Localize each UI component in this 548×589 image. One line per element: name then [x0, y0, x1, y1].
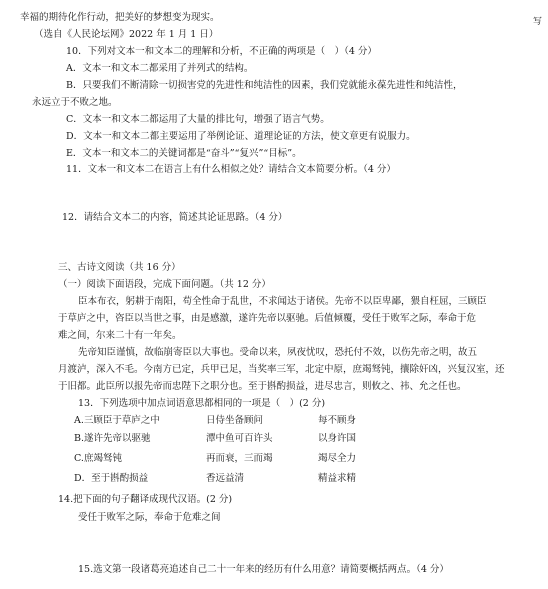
- q10-option-e: E．文本一和文本二的关键词都是“奋斗”“复兴”“目标”。: [66, 148, 302, 159]
- q13-option-d-3: 精益求精: [318, 473, 357, 484]
- q13-option-a-1: A.三顾臣于草庐之中: [74, 415, 160, 426]
- passage-line: 月渡泸，深入不毛。今南方已定，兵甲已足，当奖率三军，北定中原，庶竭驽钝，攘除奸凶，兴复汉室，还: [58, 364, 505, 375]
- passage-line: 于草庐之中，咨臣以当世之事，由是感激，遂许先帝以驱驰。后值倾覆，受任于败军之际，奉命于危: [58, 313, 477, 324]
- q10-option-b-cont: 永远立于不败之地。: [32, 97, 118, 108]
- corner-mark: 写: [532, 17, 542, 27]
- subsection-title: （一）阅读下面语段，完成下面问题。（共 12 分）: [58, 279, 271, 290]
- passage-line: 于旧都。此臣所以报先帝而忠陛下之职分也。至于斟酌损益，进尽忠言，则攸之、祎、允之任也。: [58, 381, 467, 392]
- q13-option-a-3: 每不顾身: [318, 415, 357, 426]
- q10-option-a: A．文本一和文本二都采用了并列式的结构。: [66, 63, 254, 74]
- q13-option-b-2: 潭中鱼可百许头: [206, 433, 273, 444]
- q13-option-a-2: 日侍坐备顾问: [206, 415, 264, 426]
- passage-line: 难之间，尔来二十有一年矣。: [58, 330, 182, 341]
- q13-option-b-1: B.遂许先帝以驱驰: [74, 433, 151, 444]
- q13-option-c-3: 竭尽全力: [318, 453, 357, 464]
- q13-option-d-2: 香远益清: [206, 473, 245, 484]
- q13-option-c-1: C.庶竭驽钝: [74, 453, 122, 464]
- q11-stem: 11．文本一和文本二在语言上有什么相似之处？请结合文本简要分析。（4 分）: [66, 164, 396, 175]
- q10-option-d: D．文本一和文本二都主要运用了举例论证、道理论证的方法，使文章更有说服力。: [66, 131, 416, 142]
- passage-line: 臣本布衣，躬耕于南阳，苟全性命于乱世，不求闻达于诸侯。先帝不以臣卑鄙，猥自枉屈，三顾臣: [78, 296, 487, 307]
- q13-option-c-2: 再而衰，三而竭: [206, 453, 273, 464]
- section-title: 三、古诗文阅读（共 16 分）: [58, 262, 181, 273]
- q10-stem: 10．下列对文本一和文本二的理解和分析，不正确的两项是（ ）（4 分）: [66, 46, 377, 57]
- q12-stem: 12．请结合文本二的内容，简述其论证思路。（4 分）: [62, 212, 288, 223]
- q15-stem: 15.选文第一段诸葛亮追述自己二十一年来的经历有什么用意？请简要概括两点。（4 分）: [78, 564, 449, 575]
- q14-stem: 14.把下面的句子翻译成现代汉语。(2 分): [58, 494, 233, 505]
- q13-stem: 13．下列选项中加点词语意思都相同的一项是（ ）(2 分): [78, 398, 326, 409]
- q10-option-c: C．文本一和文本二都运用了大量的排比句，增强了语言气势。: [66, 114, 330, 125]
- intro-source: （选自《人民论坛网》2022 年 1 月 1 日）: [34, 29, 219, 40]
- q10-option-b: B．只要我们不断清除一切损害党的先进性和纯洁性的因素，我们党就能永葆先进性和纯洁性，: [66, 80, 463, 91]
- q13-option-b-3: 以身许国: [318, 433, 357, 444]
- q14-sentence: 受任于败军之际，奉命于危难之间: [78, 512, 221, 523]
- passage-line: 先帝知臣谨慎，故临崩寄臣以大事也。受命以来，夙夜忧叹，恐托付不效，以伤先帝之明，故五: [78, 347, 478, 358]
- intro-line: 幸福的期待化作行动，把美好的梦想变为现实。: [20, 12, 220, 23]
- q13-option-d-1: D．至于斟酌损益: [74, 473, 149, 484]
